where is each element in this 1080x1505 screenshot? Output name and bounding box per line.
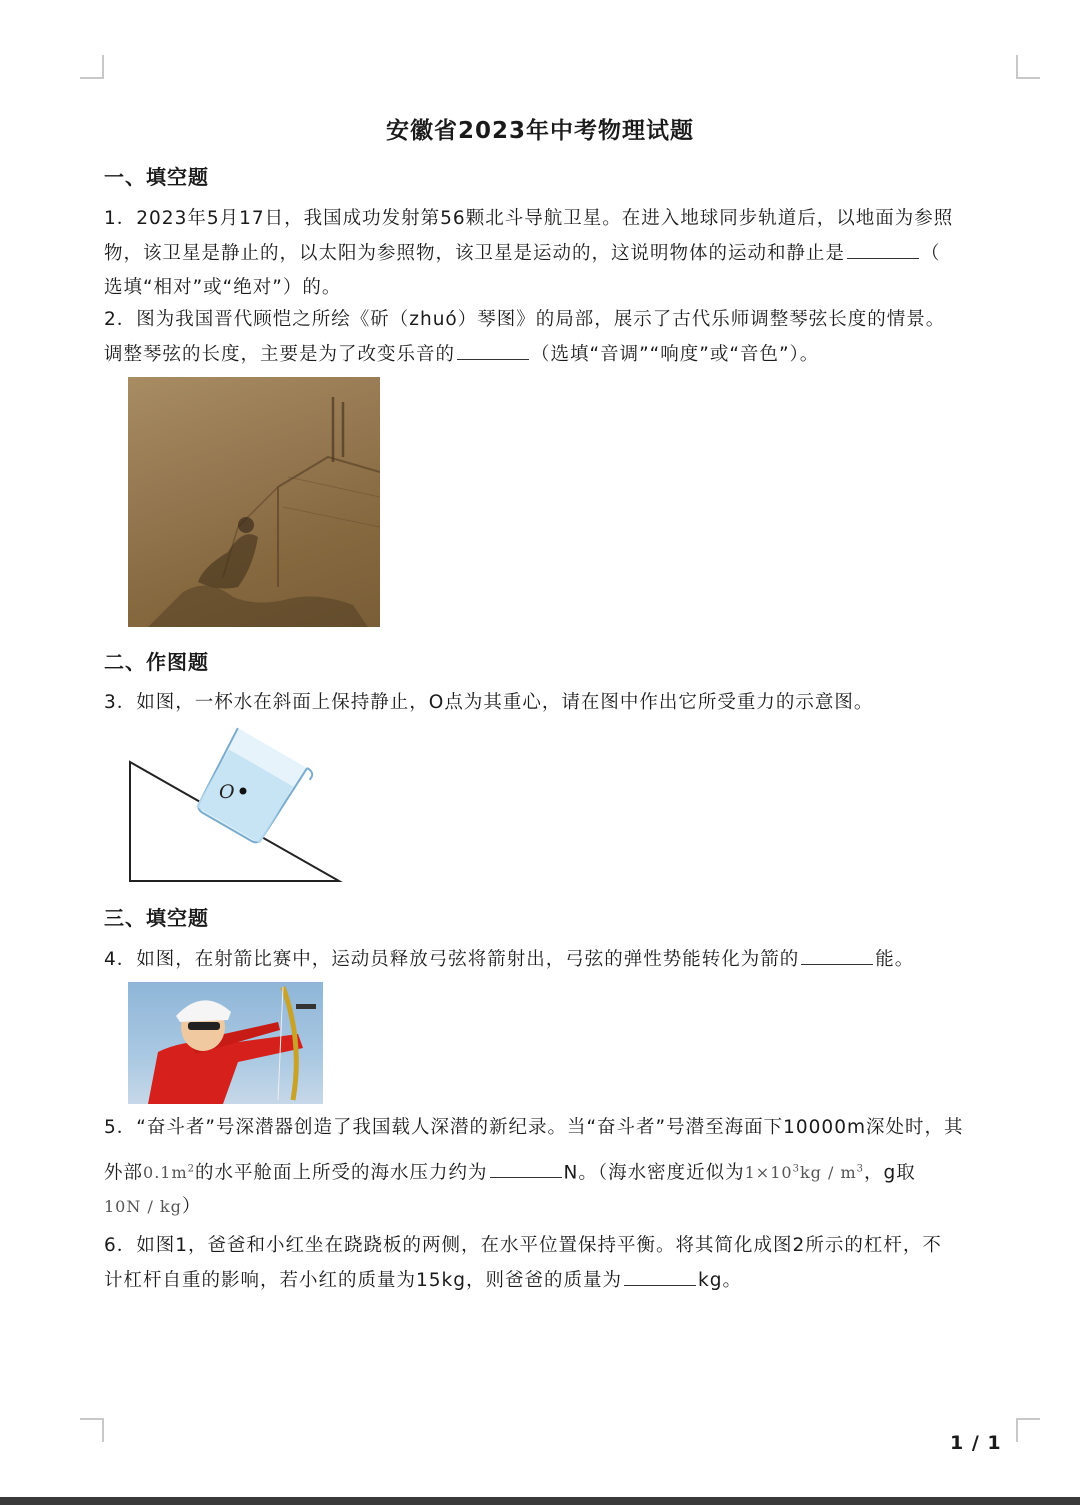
question-6-line-2: 计杠杆自重的影响，若小红的质量为15kg，则爸爸的质量为 kg。 — [104, 1263, 1014, 1298]
document-title: 安徽省2023年中考物理试题 — [385, 118, 694, 144]
question-1-line-2: 物，该卫星是静止的，以太阳为参照物，该卫星是运动的，这说明物体的运动和静止是 （ — [104, 236, 1014, 271]
answer-blank-4[interactable] — [801, 942, 873, 965]
answer-blank-1[interactable] — [847, 236, 919, 259]
question-4 — [104, 942, 1014, 977]
answer-blank-6[interactable] — [624, 1263, 696, 1286]
crop-mark-top-left — [80, 55, 104, 79]
question-1-line-1: 1．2023年5月17日，我国成功发射第56颗北斗导航卫星。在进入地球同步轨道后，以地面为参照 — [104, 208, 954, 229]
question-1 — [104, 202, 1014, 305]
question-4-line-1: 4．如图，在射箭比赛中，运动员释放弓弦将箭射出，弓弦的弹性势能转化为箭的 能。 — [104, 942, 1014, 977]
question-5-line-2: 外部$0.1m^2$的水平舱面上所受的海水压力约为 N。（海水密度近似为$1\times 10^3kg / m^3$，g取 — [104, 1153, 1014, 1190]
question-5-line-3: 10N / kg） — [104, 1196, 202, 1218]
crop-mark-bottom-left — [80, 1418, 104, 1442]
section-heading-fill-blank-1: 一、填空题 — [104, 165, 209, 189]
archer-sketch — [128, 982, 323, 1104]
viewer-bottom-bar — [0, 1497, 1080, 1505]
point-o-label: O — [219, 781, 235, 803]
painting-sketch — [128, 377, 380, 627]
question-6-line-1: 6．如图1，爸爸和小红坐在跷跷板的两侧，在水平位置保持平衡。将其简化成图2所示的杠杆，不 — [104, 1235, 942, 1256]
question-3-line-1: 3．如图，一杯水在斜面上保持静止，O点为其重心，请在图中作出它所受重力的示意图。 — [104, 692, 874, 713]
question-3 — [104, 686, 1014, 720]
section-heading-drawing: 二、作图题 — [104, 650, 209, 674]
archer-photo-image — [128, 982, 323, 1104]
page-number: 1 / 1 — [950, 1432, 1002, 1454]
incline-cup-diagram — [120, 722, 350, 887]
question-2 — [104, 303, 1014, 372]
zhuoqin-painting-image — [128, 377, 380, 627]
section-heading-fill-blank-3: 三、填空题 — [104, 906, 209, 930]
question-1-line-3: 选填“相对”或“绝对”）的。 — [104, 277, 342, 298]
density-value: $1\times 10^3kg / m^3$ — [744, 1163, 864, 1183]
answer-blank-5[interactable] — [490, 1155, 562, 1178]
question-6 — [104, 1229, 1014, 1298]
crop-mark-bottom-right — [1016, 1418, 1040, 1442]
question-5 — [104, 1111, 1014, 1224]
water-cup — [192, 728, 314, 851]
crop-mark-top-right — [1016, 55, 1040, 79]
question-5-line-1: 5．“奋斗者”号深潜器创造了我国载人深潜的新纪录。当“奋斗者”号潜至海面下10000m深处时，其 — [104, 1117, 964, 1138]
area-value: $0.1m^2$ — [143, 1163, 196, 1183]
question-2-line-1: 2．图为我国晋代顾恺之所绘《斫（zhuó）琴图》的局部，展示了古代乐师调整琴弦长度的情景。 — [104, 309, 946, 330]
answer-blank-2[interactable] — [457, 337, 529, 360]
question-2-line-2: 调整琴弦的长度，主要是为了改变乐音的 （选填“音调”“响度”或“音色”）。 — [104, 337, 1014, 372]
g-value: 10N / kg — [104, 1197, 182, 1217]
center-of-gravity-point — [240, 788, 247, 795]
